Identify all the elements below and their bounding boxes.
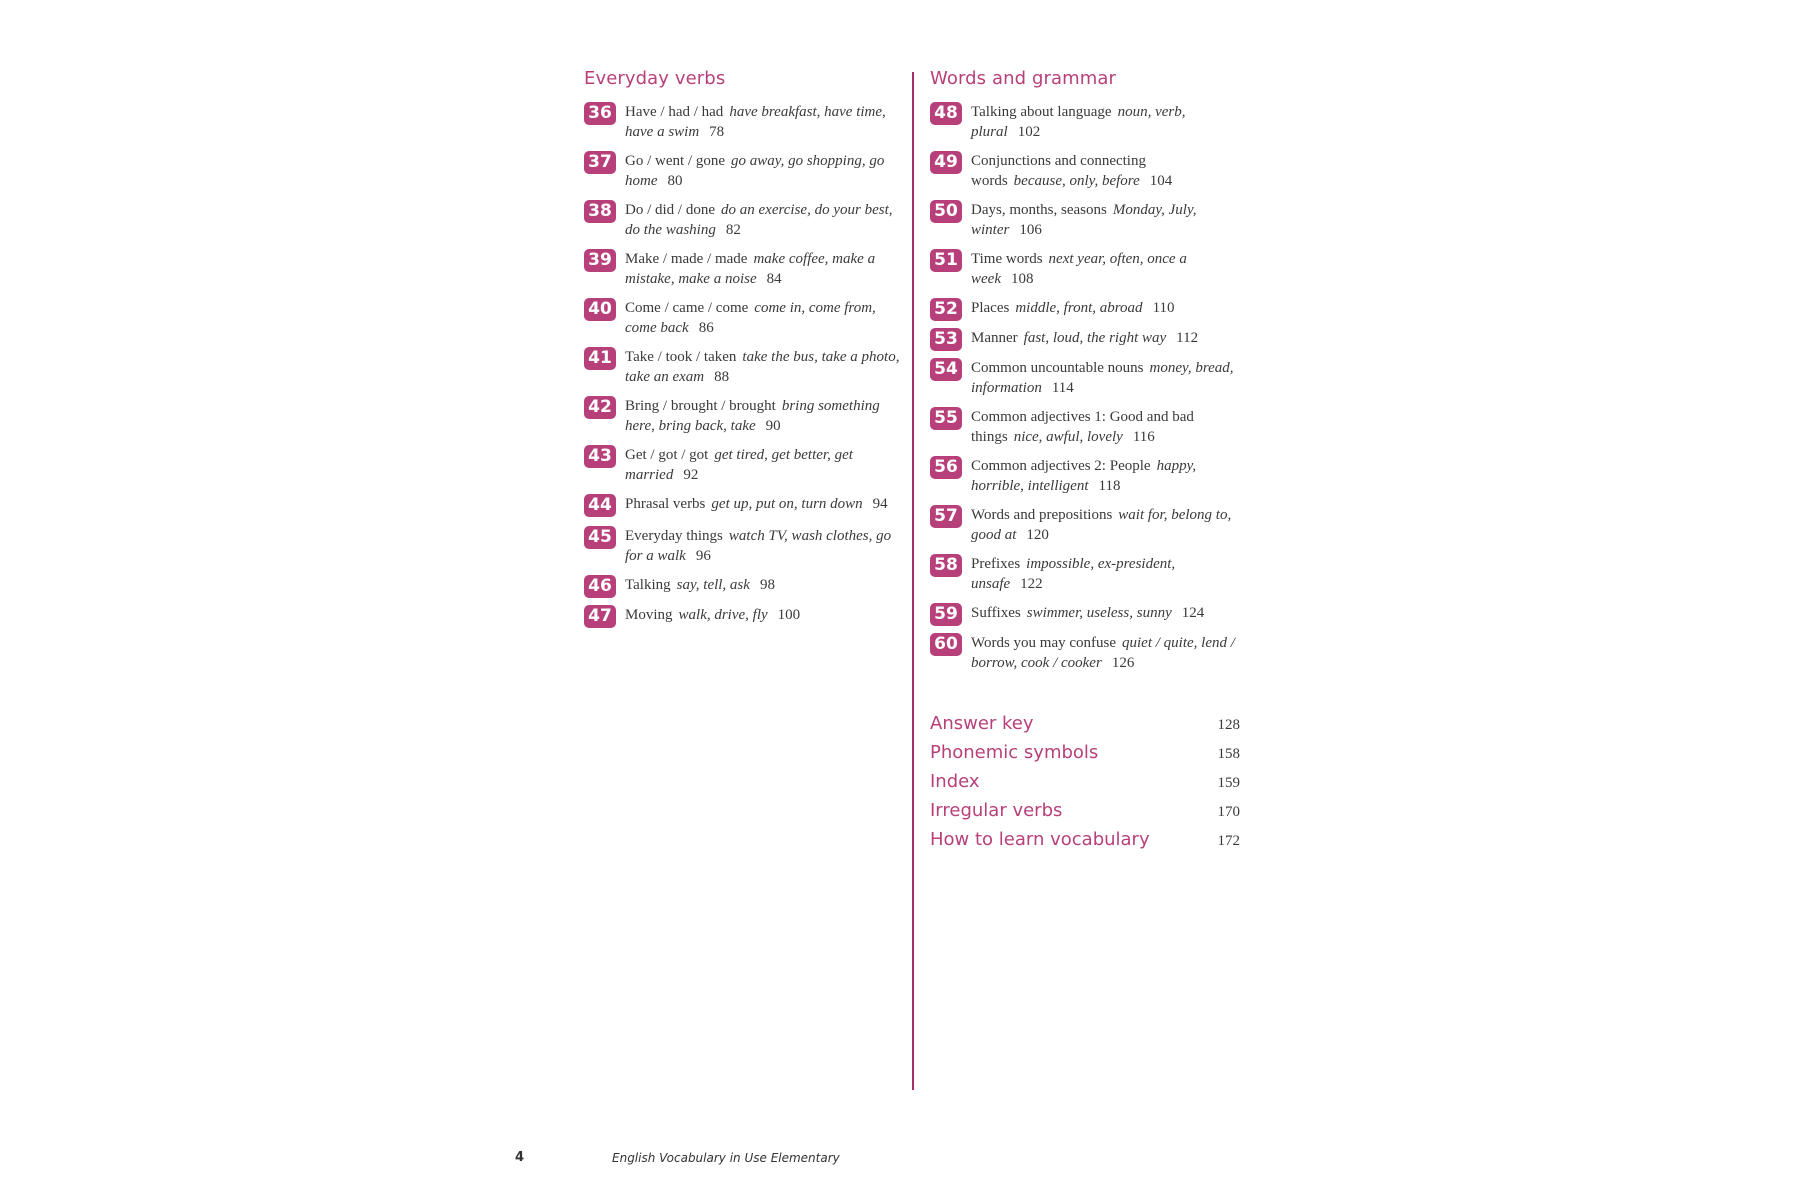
unit-title: Make / made / made <box>625 251 748 267</box>
unit-page: 80 <box>667 172 683 189</box>
unit-page: 86 <box>698 319 714 336</box>
unit-page: 104 <box>1149 172 1173 189</box>
unit-title: Places <box>971 300 1010 316</box>
unit-page: 114 <box>1051 379 1074 396</box>
unit-title: Talking about language <box>971 104 1112 120</box>
unit-number-badge: 48 <box>930 102 962 125</box>
unit-title: Time words <box>971 251 1043 267</box>
unit-entry[interactable] <box>930 103 1240 142</box>
unit-entry[interactable] <box>930 152 1240 191</box>
unit-examples: fast, loud, the right way <box>1023 330 1167 346</box>
unit-title: Take / took / taken <box>625 349 737 365</box>
back-matter-item[interactable] <box>930 829 1240 858</box>
unit-entry[interactable] <box>930 359 1240 398</box>
unit-page: 78 <box>709 123 725 140</box>
unit-page: 126 <box>1111 654 1135 671</box>
back-matter-title: Irregular verbs <box>930 800 1063 821</box>
unit-examples: get tired, get better, get married <box>625 447 853 483</box>
unit-entry[interactable] <box>930 201 1240 240</box>
unit-entry[interactable] <box>930 555 1240 594</box>
unit-examples: Monday, July, winter <box>971 202 1197 238</box>
unit-title: Get / got / got <box>625 447 709 463</box>
back-matter-item[interactable] <box>930 742 1240 771</box>
unit-page: 96 <box>695 547 711 564</box>
unit-number-badge: 39 <box>584 249 616 272</box>
back-matter-title: Answer key <box>930 713 1034 734</box>
right-column <box>930 68 1240 858</box>
unit-entry[interactable] <box>584 250 900 289</box>
unit-page: 98 <box>759 577 775 593</box>
unit-title: Days, months, seasons <box>971 202 1107 218</box>
section-title-words-and-grammar: Words and grammar <box>930 68 1117 89</box>
unit-page: 90 <box>765 417 781 434</box>
unit-entry[interactable] <box>584 576 900 598</box>
unit-number-badge: 51 <box>930 249 962 272</box>
unit-entry[interactable] <box>930 250 1240 289</box>
unit-examples: watch TV, wash clothes, go for a walk <box>625 528 892 564</box>
unit-entry[interactable] <box>930 457 1240 496</box>
unit-number-badge: 54 <box>930 358 962 381</box>
unit-number-badge: 43 <box>584 445 616 468</box>
unit-title: Phrasal verbs <box>625 496 706 512</box>
unit-page: 110 <box>1152 300 1175 316</box>
unit-number-badge: 52 <box>930 298 962 321</box>
unit-examples: say, tell, ask <box>676 577 750 593</box>
back-matter-page: 172 <box>1217 833 1240 849</box>
unit-title: Common adjectives 1: Good and bad things <box>971 409 1194 445</box>
back-matter-item[interactable] <box>930 771 1240 800</box>
unit-examples: come in, come from, come back <box>625 300 876 336</box>
unit-page: 108 <box>1010 270 1034 287</box>
unit-title: Do / did / done <box>625 202 715 218</box>
unit-entry[interactable] <box>584 201 900 240</box>
unit-entry[interactable] <box>930 604 1240 626</box>
column-divider <box>912 72 914 1090</box>
unit-entry[interactable] <box>930 299 1240 321</box>
unit-number-badge: 56 <box>930 456 962 479</box>
unit-examples: noun, verb, plural <box>971 104 1186 140</box>
unit-entry[interactable] <box>584 527 900 566</box>
unit-number-badge: 57 <box>930 505 962 528</box>
back-matter-page: 159 <box>1217 775 1240 791</box>
unit-title: Common uncountable nouns <box>971 360 1144 376</box>
unit-page: 88 <box>714 368 730 385</box>
unit-entry[interactable] <box>584 606 900 628</box>
unit-entry[interactable] <box>930 506 1240 545</box>
unit-examples: because, only, before <box>1013 172 1140 189</box>
left-column <box>584 68 900 636</box>
unit-number-badge: 53 <box>930 328 962 351</box>
unit-number-badge: 41 <box>584 347 616 370</box>
unit-page: 102 <box>1017 123 1041 140</box>
unit-examples: do an exercise, do your best, do the washing <box>625 202 893 238</box>
section-title-everyday-verbs: Everyday verbs <box>584 68 726 89</box>
unit-entry[interactable] <box>584 446 900 485</box>
unit-entry[interactable] <box>584 299 900 338</box>
unit-number-badge: 47 <box>584 605 616 628</box>
unit-examples: next year, often, once a week <box>971 251 1187 287</box>
unit-page: 94 <box>872 496 888 512</box>
unit-page: 92 <box>683 466 699 483</box>
unit-list <box>584 103 900 628</box>
unit-examples: bring something here, bring back, take <box>625 398 880 434</box>
unit-number-badge: 55 <box>930 407 962 430</box>
unit-examples: have breakfast, have time, have a swim <box>625 104 886 140</box>
unit-number-badge: 49 <box>930 151 962 174</box>
unit-page: 122 <box>1020 575 1043 592</box>
unit-title: Come / came / come <box>625 300 749 316</box>
unit-examples: swimmer, useless, sunny <box>1026 605 1172 621</box>
unit-page: 106 <box>1019 221 1042 238</box>
unit-title: Manner <box>971 330 1018 346</box>
unit-number-badge: 40 <box>584 298 616 321</box>
unit-page: 124 <box>1181 605 1205 621</box>
unit-list <box>930 103 1240 673</box>
unit-examples: happy, horrible, intelligent <box>971 458 1197 494</box>
unit-examples: take the bus, take a photo, take an exam <box>625 349 900 385</box>
unit-title: Common adjectives 2: People <box>971 458 1151 474</box>
unit-number-badge: 59 <box>930 603 962 626</box>
unit-number-badge: 46 <box>584 575 616 598</box>
unit-examples: middle, front, abroad <box>1015 300 1143 316</box>
unit-entry[interactable] <box>584 152 900 191</box>
unit-examples: quiet / quite, lend / borrow, cook / cooker <box>971 635 1235 671</box>
unit-page: 84 <box>766 270 782 287</box>
unit-page: 100 <box>777 607 801 623</box>
unit-page: 82 <box>725 221 741 238</box>
unit-examples: make coffee, make a mistake, make a noise <box>625 251 876 287</box>
unit-examples: go away, go shopping, go home <box>625 153 885 189</box>
unit-title: Words and prepositions <box>971 507 1113 523</box>
unit-number-badge: 50 <box>930 200 962 223</box>
unit-page: 112 <box>1176 330 1199 346</box>
unit-title: Go / went / gone <box>625 153 725 169</box>
back-matter-page: 158 <box>1217 746 1240 762</box>
unit-entry[interactable] <box>930 408 1240 447</box>
unit-entry[interactable] <box>584 103 900 142</box>
book-title-footer: English Vocabulary in Use Elementary <box>612 1151 840 1165</box>
unit-number-badge: 37 <box>584 151 616 174</box>
unit-number-badge: 38 <box>584 200 616 223</box>
back-matter-list <box>930 713 1240 858</box>
back-matter-page: 170 <box>1217 804 1240 820</box>
unit-number-badge: 36 <box>584 102 616 125</box>
back-matter-page: 128 <box>1217 717 1240 733</box>
back-matter-item[interactable] <box>930 800 1240 829</box>
unit-title: Talking <box>625 577 671 593</box>
unit-entry[interactable] <box>584 348 900 387</box>
unit-title: Words you may confuse <box>971 635 1117 651</box>
unit-page: 120 <box>1026 526 1049 543</box>
unit-page: 116 <box>1132 428 1155 445</box>
unit-examples: walk, drive, fly <box>678 607 768 623</box>
unit-number-badge: 45 <box>584 526 616 549</box>
back-matter-item[interactable] <box>930 713 1240 742</box>
unit-number-badge: 42 <box>584 396 616 419</box>
back-matter-title: Index <box>930 771 980 792</box>
unit-examples: get up, put on, turn down <box>711 496 863 512</box>
unit-entry[interactable] <box>584 397 900 436</box>
unit-title: Bring / brought / brought <box>625 398 776 414</box>
unit-entry[interactable] <box>930 329 1240 351</box>
unit-entry[interactable] <box>584 495 900 517</box>
unit-examples: impossible, ex-president, unsafe <box>971 556 1176 592</box>
unit-examples: money, bread, information <box>971 360 1234 396</box>
unit-page: 118 <box>1098 477 1121 494</box>
unit-examples: wait for, belong to, good at <box>971 507 1232 543</box>
unit-title: Have / had / had <box>625 104 724 120</box>
unit-number-badge: 58 <box>930 554 962 577</box>
unit-examples: nice, awful, lovely <box>1013 428 1123 445</box>
back-matter-title: Phonemic symbols <box>930 742 1099 763</box>
unit-title: Prefixes <box>971 556 1021 572</box>
unit-title: Everyday things <box>625 528 723 544</box>
unit-number-badge: 60 <box>930 633 962 656</box>
unit-entry[interactable] <box>930 634 1240 673</box>
unit-number-badge: 44 <box>584 494 616 517</box>
unit-title: Suffixes <box>971 605 1021 621</box>
unit-title: Moving <box>625 607 673 623</box>
page-number: 4 <box>515 1150 525 1165</box>
back-matter-title: How to learn vocabulary <box>930 829 1150 850</box>
unit-title: Conjunctions and connecting words <box>971 153 1146 189</box>
